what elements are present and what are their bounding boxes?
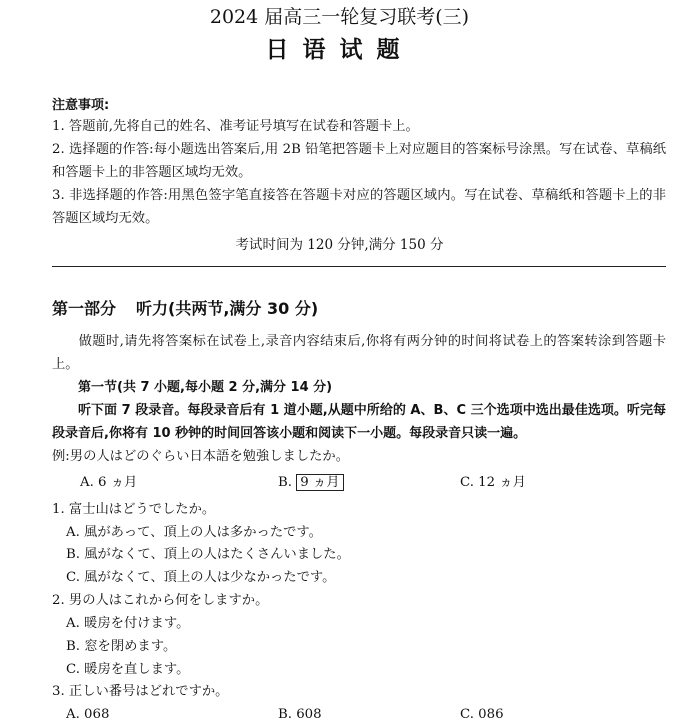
question-3-option-a: A. 068 — [66, 707, 110, 722]
notice-heading: 注意事项: — [52, 98, 110, 113]
example-answer-box: 9 ヵ月 — [296, 474, 343, 491]
part-intro: 做题时,请先将答案标在试卷上,录音内容结束后,你将有两分钟的时间将试卷上的答案转涂到答题卡上。 — [52, 334, 666, 372]
question-3: 3. 正しい番号はどれですか。 — [52, 684, 229, 699]
notice-item-1: 1. 答题前,先将自己的姓名、准考证号填写在试卷和答题卡上。 — [52, 119, 419, 134]
example-option-b-prefix: B. — [278, 475, 292, 490]
question-1-option-b: B. 風がなくて、頂上の人はたくさんいました。 — [66, 547, 350, 562]
question-1-option-a: A. 風があって、頂上の人は多かったです。 — [66, 525, 322, 540]
subject-title: 日语试题 — [265, 37, 414, 63]
example-question: 例:男の人はどのぐらい日本語を勉強しましたか。 — [52, 449, 350, 464]
question-3-option-c: C. 086 — [460, 707, 504, 722]
part-title: 第一部分 — [52, 299, 117, 318]
question-2-option-c: C. 暖房を直します。 — [66, 662, 190, 677]
question-2-option-a: A. 暖房を付けます。 — [66, 616, 190, 631]
notice-item-3: 3. 非选择题的作答:用黑色签字笔直接答在答题卡对应的答题区域内。写在试卷、草稿纸和答题卡上的非答题区域均无效。 — [52, 188, 666, 226]
section-title: 第一节(共 7 小题,每小题 2 分,满分 14 分) — [78, 380, 333, 395]
notice-item-2: 2. 选择题的作答:每小题选出答案后,用 2B 铅笔把答题卡上对应题目的答案标号涂黑。写在试卷、草稿纸和答题卡上的非答题区域均无效。 — [52, 142, 666, 180]
exam-title: 2024 届高三一轮复习联考(三) — [209, 6, 470, 28]
part-heading — [52, 296, 318, 319]
example-option-c: C. 12 ヵ月 — [460, 475, 526, 490]
question-2: 2. 男の人はこれから何をしますか。 — [52, 593, 269, 608]
question-2-option-b: B. 窓を閉めます。 — [66, 639, 177, 654]
question-1: 1. 富士山はどうでしたか。 — [52, 502, 216, 517]
divider — [52, 266, 666, 267]
exam-time: 考试时间为 120 分钟,满分 150 分 — [235, 237, 444, 253]
part-subtitle: 听力(共两节,满分 30 分) — [136, 299, 319, 318]
example-option-a: A. 6 ヵ月 — [80, 475, 138, 490]
example-option-b — [278, 472, 344, 494]
section-intro: 听下面 7 段录音。每段录音后有 1 道小题,从题中所给的 A、B、C 三个选项中选出最佳选项。听完每段录音后,你将有 10 秒钟的时间回答该小题和阅读下一小题。每段录音只读一遍。 — [52, 403, 666, 441]
question-3-option-b: B. 608 — [278, 707, 322, 722]
question-1-option-c: C. 風がなくて、頂上の人は少なかったです。 — [66, 570, 336, 585]
